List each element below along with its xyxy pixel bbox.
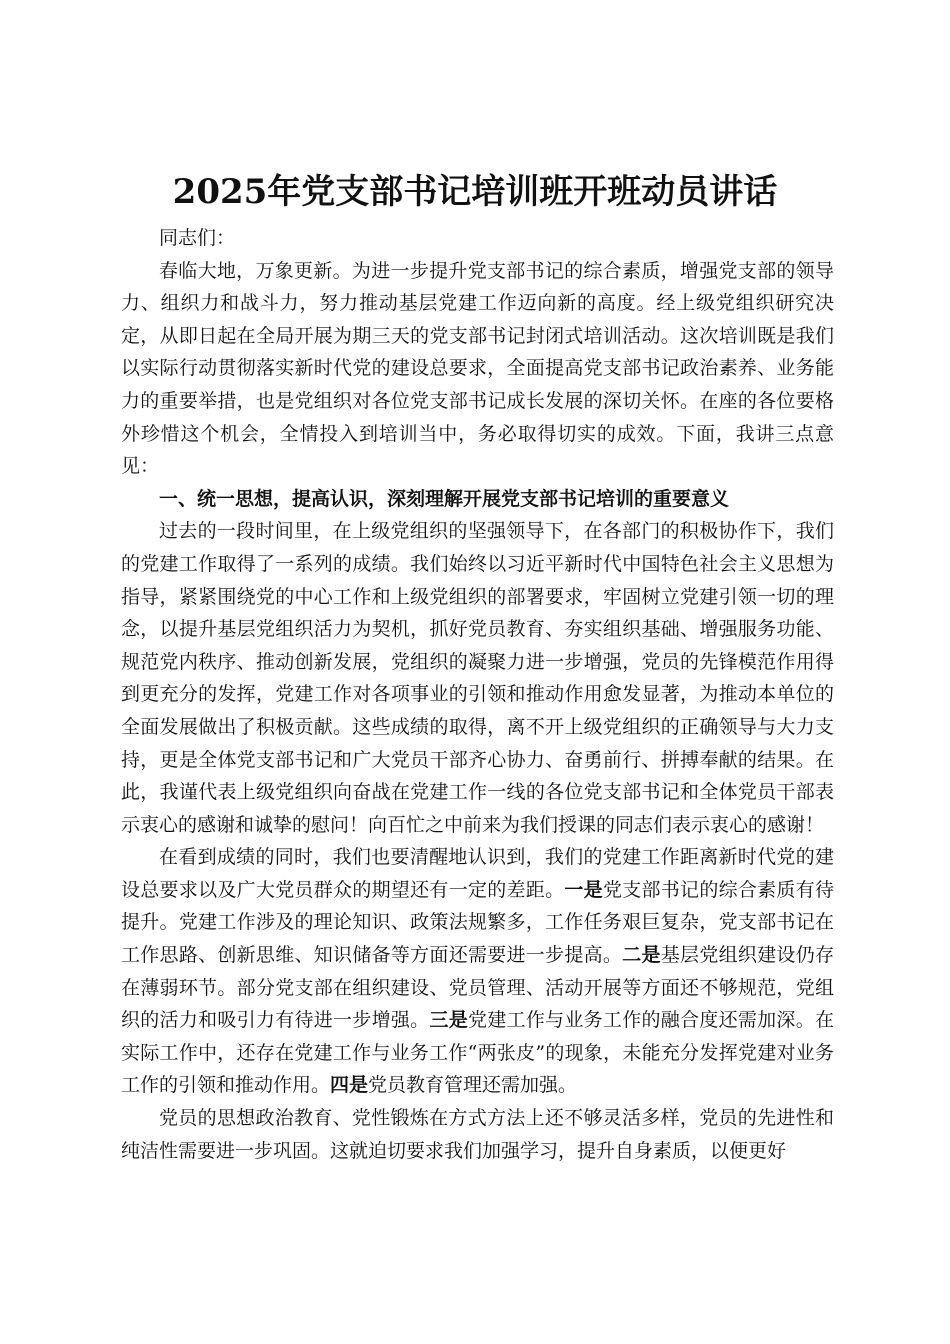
paragraph-lead-text: 在看到成绩的同时，我们也要清醒地认识到，我们的党建工作距离新时代党的建设总要求以及广大党员群众的期望还有一定的差距。 [121,846,834,901]
section1-paragraph-2 [121,841,834,1102]
point-2-text: 基层党组织建设仍存在薄弱环节。部分党支部在组织建设、党员管理、活动开展等方面还不够规范，党组织的活力和吸引力有待进一步增强。 [121,944,834,1032]
section1-paragraph-3: 党员的思想政治教育、党性锻炼在方式方法上还不够灵活多样，党员的先进性和纯洁性需要进一步巩固。这就迫切要求我们加强学习，提升自身素质，以便更好 [121,1107,834,1162]
document-title: 2025年党支部书记培训班开班动员讲话 [172,172,778,212]
section1-paragraph-1: 过去的一段时间里，在上级党组织的坚强领导下，在各部门的积极协作下，我们的党建工作取得了一系列的成绩。我们始终以习近平新时代中国特色社会主义思想为指导，紧紧围绕党的中心工作和上级党组织的部署要求，牢固树立党建引领一切的理念，以提升基层党组织活力为契机，抓好党员教育、夯实组织基础、增强服务功能、规范党内秩序、推动创新发展，党组织的凝聚力进一步增强，党员的先锋模范作用得到更充分的发挥，党建工作对各项事业的引领和推动作用愈发显著，为推动本单位的全面发展做出了积极贡献。这些成绩的取得，离不开上级党组织的正确领导与大力支持，更是全体党支部书记和广大党员干部齐心协力、奋勇前行、拼搏奉献的结果。在此，我谨代表上级党组织向奋战在党建工作一线的各位党支部书记和全体党员干部表示衷心的感谢和诚挚的慰问！向百忙之中前来为我们授课的同志们表示衷心的感谢！ [121,520,834,836]
point-1-label: 一是 [564,878,603,901]
point-1-text: 党支部书记的综合素质有待提升。党建工作涉及的理论知识、政策法规繁多，工作任务艰巨复杂，党支部书记在工作思路、创新思维、知识储备等方面还需要进一步提高。 [121,878,834,967]
point-4-text: 党员教育管理还需加强。 [368,1074,578,1097]
section-heading-1: 一、统一思想，提高认识，深刻理解开展党支部书记培训的重要意义 [159,487,730,510]
point-2-label: 二是 [622,944,661,967]
point-3-label: 三是 [429,1009,468,1032]
document-body [121,222,834,1167]
greeting: 同志们： [159,227,236,249]
point-4-label: 四是 [330,1074,369,1097]
intro-paragraph: 春临大地，万象更新。为进一步提升党支部书记的综合素质，增强党支部的领导力、组织力和战斗力，努力推动基层党建工作迈向新的高度。经上级党组织研究决定，从即日起在全局开展为期三天的党支部书记封闭式培训活动。这次培训既是我们以实际行动贯彻落实新时代党的建设总要求，全面提高党支部书记政治素养、业务能力的重要举措，也是党组织对各位党支部书记成长发展的深切关怀。在座的各位要格外珍惜这个机会，全情投入到培训当中，务必取得切实的成效。下面，我讲三点意见： [121,259,834,478]
point-3-text: 党建工作与业务工作的融合度还需加深。在实际工作中，还存在党建工作与业务工作“两张皮”的现象，未能充分发挥党建对业务工作的引领和推动作用。 [121,1009,834,1097]
